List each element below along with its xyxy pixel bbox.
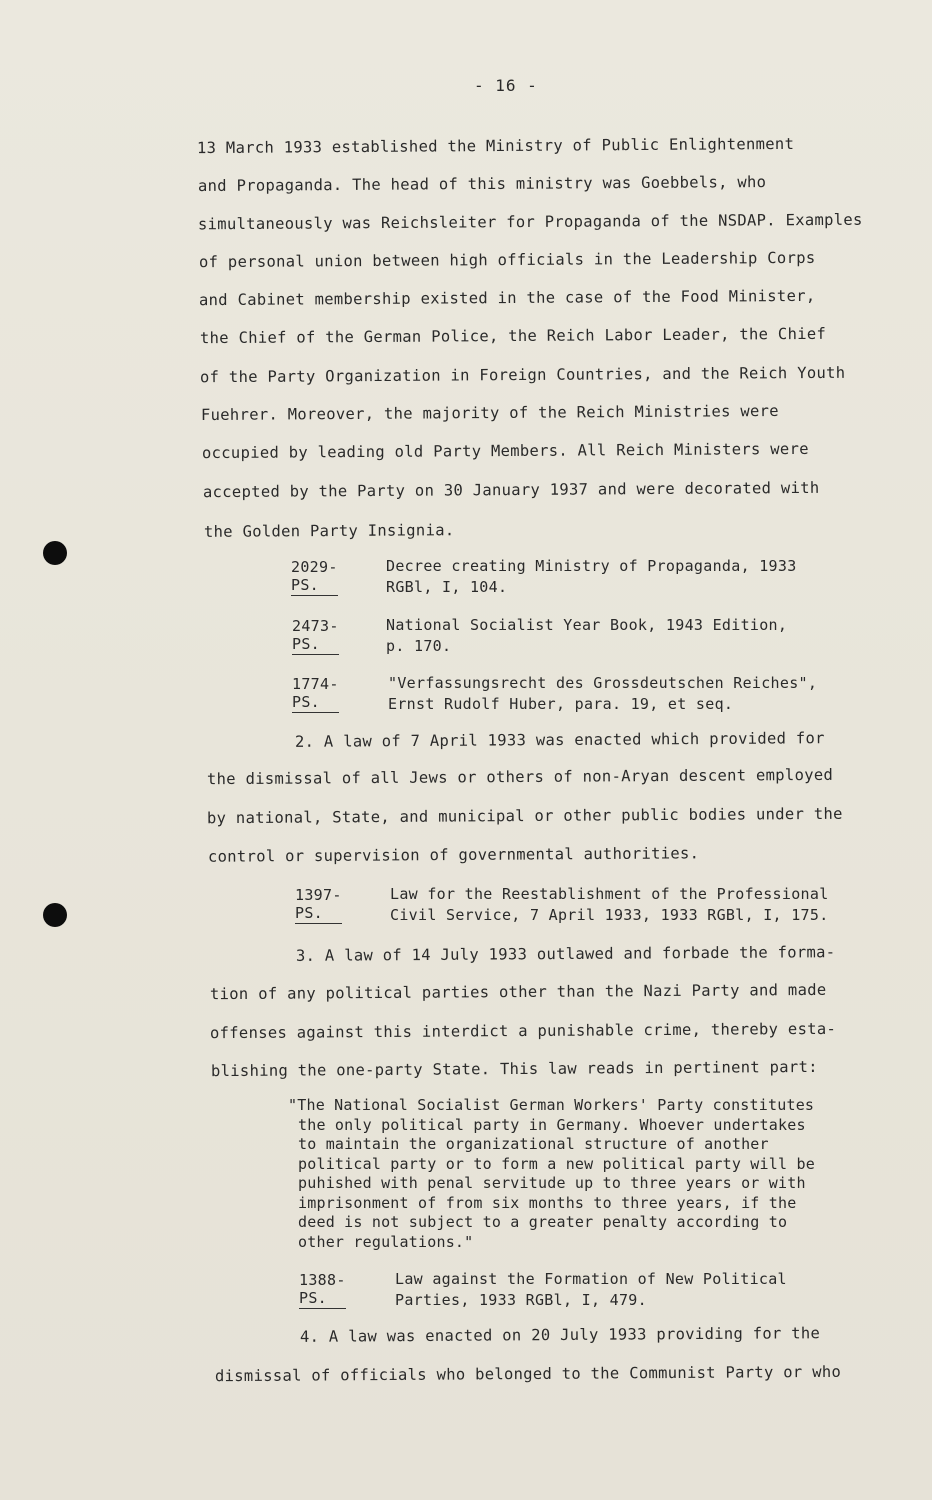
quote-line: political party or to form a new political party will be bbox=[298, 1154, 815, 1173]
quote-line: imprisonment of from six months to three years, if the bbox=[298, 1193, 797, 1212]
citation-desc-line: Civil Service, 7 April 1933, 1933 RGBl, I, 175. bbox=[390, 906, 829, 924]
quote-line: deed is not subject to a greater penalty according to bbox=[298, 1213, 788, 1231]
citation-desc-line: Decree creating Ministry of Propaganda, 1933 bbox=[386, 557, 797, 575]
text-line: the Chief of the German Police, the Reich Labor Leader, the Chief bbox=[199, 324, 827, 348]
text-line: the dismissal of all Jews or others of non-Aryan descent employed bbox=[206, 765, 834, 789]
text-line: by national, State, and municipal or other public bodies under the bbox=[206, 804, 843, 828]
quote-line: "The National Socialist German Workers' Party constitutes bbox=[288, 1096, 815, 1114]
citation-ref: 2029-PS. bbox=[291, 558, 338, 594]
quote-line: other regulations." bbox=[298, 1232, 474, 1251]
punch-hole-top bbox=[43, 541, 67, 565]
text-line: 2. A law of 7 April 1933 was enacted which provided for bbox=[294, 729, 825, 751]
citation-desc bbox=[386, 556, 797, 598]
citation-desc bbox=[388, 673, 817, 715]
citation-ref: 1774-PS. bbox=[292, 675, 339, 711]
text-line: of personal union between high officials in the Leadership Corps bbox=[198, 248, 816, 272]
citation-ref: 2473-PS. bbox=[292, 617, 339, 653]
text-line: 13 March 1933 established the Ministry of Public Enlightenment bbox=[196, 134, 795, 158]
text-line: 4. A law was enacted on 20 July 1933 providing for the bbox=[299, 1324, 821, 1346]
citation-ref: 1397-PS. bbox=[295, 886, 342, 922]
citation-desc-line: "Verfassungsrecht des Grossdeutschen Reiches", bbox=[388, 674, 818, 692]
text-line: tion of any political parties other than the Nazi Party and made bbox=[209, 980, 827, 1004]
citation-desc-line: RGBl, I, 104. bbox=[386, 578, 508, 596]
punch-hole-bottom bbox=[43, 903, 67, 927]
citation-desc bbox=[395, 1269, 787, 1311]
quote-line: to maintain the organizational structure of another bbox=[298, 1135, 769, 1153]
text-line: simultaneously was Reichsleiter for Propaganda of the NSDAP. Examples bbox=[197, 210, 863, 234]
text-line: and Propaganda. The head of this ministry was Goebbels, who bbox=[197, 173, 767, 195]
citation-desc-line: Parties, 1933 RGBl, I, 479. bbox=[395, 1291, 647, 1309]
citation-desc-line: Law against the Formation of New Political bbox=[395, 1270, 787, 1288]
block-quote bbox=[288, 1096, 848, 1252]
text-line: occupied by leading old Party Members. All Reich Ministers were bbox=[201, 439, 809, 463]
text-line: the Golden Party Insignia. bbox=[203, 521, 455, 541]
citation-desc-line: Ernst Rudolf Huber, para. 19, et seq. bbox=[388, 695, 734, 713]
text-line: control or supervision of governmental authorities. bbox=[207, 844, 700, 866]
citation-desc-line: National Socialist Year Book, 1943 Edition, bbox=[386, 616, 788, 634]
quote-line: the only political party in Germany. Whoever undertakes bbox=[298, 1115, 806, 1134]
text-line: and Cabinet membership existed in the case of the Food Minister, bbox=[198, 286, 816, 310]
citation-ref: 1388-PS. bbox=[299, 1271, 346, 1307]
text-line: offenses against this interdict a punishable crime, thereby esta- bbox=[209, 1019, 837, 1043]
text-line: dismissal of officials who belonged to the Communist Party or who bbox=[214, 1362, 842, 1386]
text-line: Fuehrer. Moreover, the majority of the Reich Ministries were bbox=[200, 401, 779, 425]
citation-desc bbox=[386, 615, 787, 657]
citation-desc-line: p. 170. bbox=[386, 637, 452, 655]
page-number: - 16 - bbox=[474, 76, 538, 95]
citation-desc-line: Law for the Reestablishment of the Professional bbox=[390, 885, 829, 903]
quote-line: puhished with penal servitude up to three years or with bbox=[298, 1174, 806, 1192]
text-line: accepted by the Party on 30 January 1937 and were decorated with bbox=[202, 478, 820, 502]
text-line: blishing the one-party State. This law reads in pertinent part: bbox=[210, 1057, 818, 1081]
text-line: 3. A law of 14 July 1933 outlawed and forbade the forma- bbox=[295, 943, 836, 965]
citation-desc bbox=[390, 884, 829, 926]
text-line: of the Party Organization in Foreign Countries, and the Reich Youth bbox=[199, 363, 846, 387]
